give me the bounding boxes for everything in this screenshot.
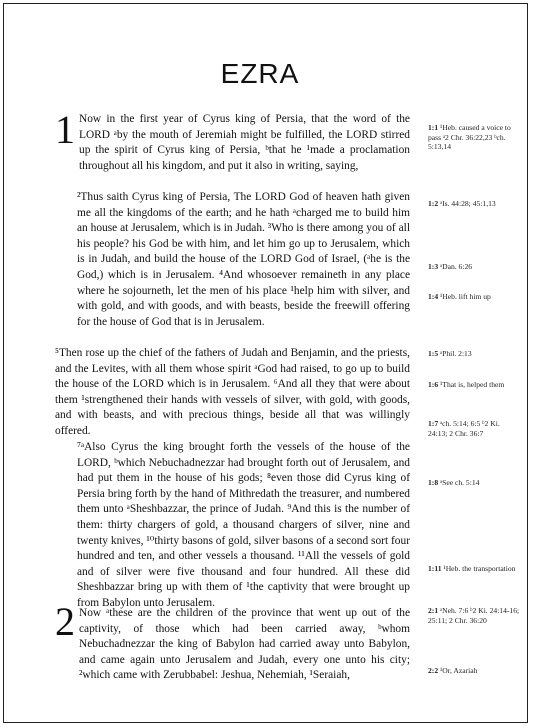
chapter-1-verses-7-11: ⁷ᵃAlso Cyrus the king brought forth the vessels of the house of the LORD, ᵇwhich Nebuchadnezzar had brought forth out of Jerusalem, and had put them in the house of his gods; ⁸even those did Cyrus king of Persia bring forth by the hand of Mithredath the treasurer, and numbered them unto ᵃSheshbazzar, the prince of Judah. ⁹And this is the number of them: thirty chargers of gold, a thousand chargers of silver, nine and twenty knives, ¹⁰thirty basons of gold, silver basons of a second sort four hundred and ten, and other vessels a thousand. ¹¹All the vessels of gold and of silver were five thousand and four hundred. All these did Sheshbazzar bring up with them of ¹the captivity that were brought up from Babylon unto Jerusalem. bbox=[77, 441, 410, 609]
chapter-2-verse-1: Now ᵃthese are the children of the province that went up out of the captivity, of those which had been carried away, ᵇwhom Nebuchadnezzar the king of Babylon had carried away unto Babylon, and came again unto Jerusalem and Judah, every one unto his city; ²which came with Zerubbabel: Jeshua, Nehemiah, ¹Seraiah, bbox=[79, 607, 410, 682]
side-note-ref: 1:2 bbox=[428, 199, 439, 208]
side-note-1-4 bbox=[428, 292, 520, 302]
chapter-1-verse-1: Now in the first year of Cyrus king of Persia, that the word of the LORD ᵃby the mouth of Jeremiah might be fulfilled, the LORD stirred up the spirit of Cyrus king of Persia, ᵇthat he ¹made a proclamation throughout all his kingdom, and put it also in writing, saying, bbox=[79, 113, 410, 172]
side-note-1-3 bbox=[428, 262, 520, 272]
side-note-1-5 bbox=[428, 349, 520, 359]
book-title: EZRA bbox=[220, 58, 300, 89]
side-note-text: ᵃPhil. 2:13 bbox=[440, 349, 472, 358]
side-note-ref: 1:6 bbox=[428, 380, 439, 389]
side-note-text: ᵃDan. 6:26 bbox=[440, 262, 473, 271]
side-note-2-1 bbox=[428, 606, 520, 625]
side-note-text: ¹Heb. the transportation bbox=[443, 564, 516, 573]
side-note-text: ᵃNeh. 7:6 ᵇ2 Ki. 24:14-16; 25:11; 2 Chr. 36:20 bbox=[428, 606, 520, 625]
side-note-1-7 bbox=[428, 419, 520, 438]
side-note-text: ¹Heb. lift him up bbox=[440, 292, 491, 301]
side-note-ref: 1:11 bbox=[428, 564, 442, 573]
side-note-text: ¹That is, helped them bbox=[440, 380, 505, 389]
side-note-1-2 bbox=[428, 199, 520, 209]
side-note-1-11 bbox=[428, 564, 520, 574]
chapter-1-number: 1 bbox=[55, 107, 75, 152]
chapter-1-verses-5-6: ⁵Then rose up the chief of the fathers of Judah and Benjamin, and the priests, and the Levites, with all them whose spirit ᵃGod had raised, to go up to build the house of the LORD which is in Jerusalem. ⁶And all they that were about them ¹strengthened their hands with vessels of silver, with gold, with goods, and with beasts, and with precious things, beside all that was willingly offered. bbox=[55, 347, 410, 437]
side-note-text: ᵃch. 5:14; 6:5 ᵇ2 Ki. 24:13; 2 Chr. 36:7 bbox=[428, 419, 500, 438]
side-note-text: ¹Or, Azariah bbox=[440, 666, 478, 675]
side-note-ref: 1:5 bbox=[428, 349, 439, 358]
chapter-1-verses-2-4: ²Thus saith Cyrus king of Persia, The LORD God of heaven hath given me all the kingdoms of the earth; and he hath ᵃcharged me to build him an house at Jerusalem, which is in Judah. ³Who is there among you of all his people? his God be with him, and let him go up to Jerusalem, which is in Judah, and build the house of the LORD God of Israel, (ᵃhe is the God,) which is in Jerusalem. ⁴And whosoever remaineth in any place where he sojourneth, let the men of his place ¹help him with silver, and with gold, and with goods, and with beasts, beside the freewill offering for the house of God that is in Jerusalem. bbox=[77, 191, 410, 328]
side-note-2-2 bbox=[428, 666, 520, 676]
side-note-ref: 2:1 bbox=[428, 606, 439, 615]
side-note-ref: 1:1 bbox=[428, 123, 439, 132]
side-note-1-8 bbox=[428, 478, 520, 488]
side-note-text: ¹Heb. caused a voice to pass ᵃ2 Chr. 36:22,23 ᵇch. 5:13,14 bbox=[428, 123, 511, 151]
side-note-ref: 1:3 bbox=[428, 262, 439, 271]
side-note-ref: 1:7 bbox=[428, 419, 439, 428]
side-note-text: ᵃIs. 44:28; 45:1,13 bbox=[440, 199, 496, 208]
side-note-1-1 bbox=[428, 123, 520, 152]
side-note-ref: 1:8 bbox=[428, 478, 439, 487]
side-note-ref: 1:4 bbox=[428, 292, 439, 301]
side-note-text: ᵃSee ch. 5:14 bbox=[440, 478, 480, 487]
chapter-2-number: 2 bbox=[55, 599, 75, 644]
side-note-ref: 2:2 bbox=[428, 666, 439, 675]
side-note-1-6 bbox=[428, 380, 520, 390]
